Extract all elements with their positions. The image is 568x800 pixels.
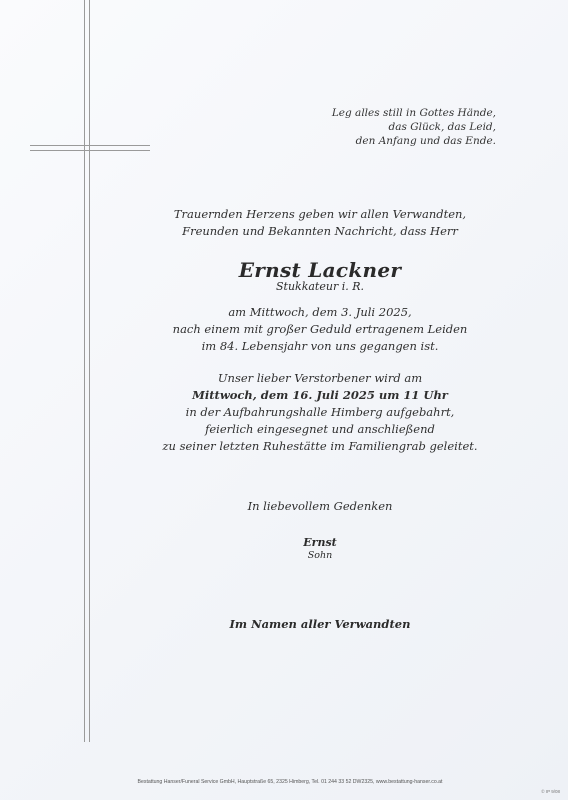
motto-verse <box>296 106 496 148</box>
death-line: im 84. Lebensjahr von uns gegangen ist. <box>201 339 439 353</box>
memory-line: In liebevollem Gedenken <box>247 499 393 513</box>
funeral-line: zu seiner letzten Ruhestätte im Familiengrab geleitet. <box>162 439 478 453</box>
motto-line: Leg alles still in Gottes Hände, <box>331 107 496 119</box>
funeral-line: in der Aufbahrungshalle Himberg aufgebahrt, <box>185 405 455 419</box>
copyright-note: © IP 9/08 <box>541 789 560 794</box>
relatives-line: Im Namen aller Verwandten <box>229 617 411 631</box>
motto-line: das Glück, das Leid, <box>388 121 496 133</box>
signer-role: Sohn <box>307 550 333 561</box>
death-line: am Mittwoch, dem 3. Juli 2025, <box>228 305 412 319</box>
funeral-details <box>150 370 490 455</box>
deceased-name: Ernst Lackner <box>238 258 402 282</box>
death-notice <box>150 304 490 355</box>
funeral-home-footer: Bestattung Hanser/Funeral Service GmbH, Hauptstraße 65, 2325 Himberg, Tel. 01 244 33 52 DW2325, www.bestattung-hanser.co.at <box>137 779 443 785</box>
death-line: nach einem mit großer Geduld ertragenem Leiden <box>172 322 468 336</box>
intro-line: Freunden und Bekannten Nachricht, dass Herr <box>182 224 458 238</box>
funeral-line: Unser lieber Verstorbener wird am <box>217 371 423 385</box>
cross-horizontal-line <box>30 145 150 151</box>
cross-vertical-line <box>84 0 90 742</box>
intro-line: Trauernden Herzens geben wir allen Verwandten, <box>173 207 467 221</box>
motto-line: den Anfang und das Ende. <box>355 135 496 147</box>
intro-text <box>150 206 490 240</box>
funeral-line: feierlich eingesegnet und anschließend <box>205 422 435 436</box>
funeral-date: Mittwoch, dem 16. Juli 2025 um 11 Uhr <box>192 388 448 402</box>
deceased-title: Stukkateur i. R. <box>276 280 364 293</box>
signer-name: Ernst <box>303 536 337 549</box>
